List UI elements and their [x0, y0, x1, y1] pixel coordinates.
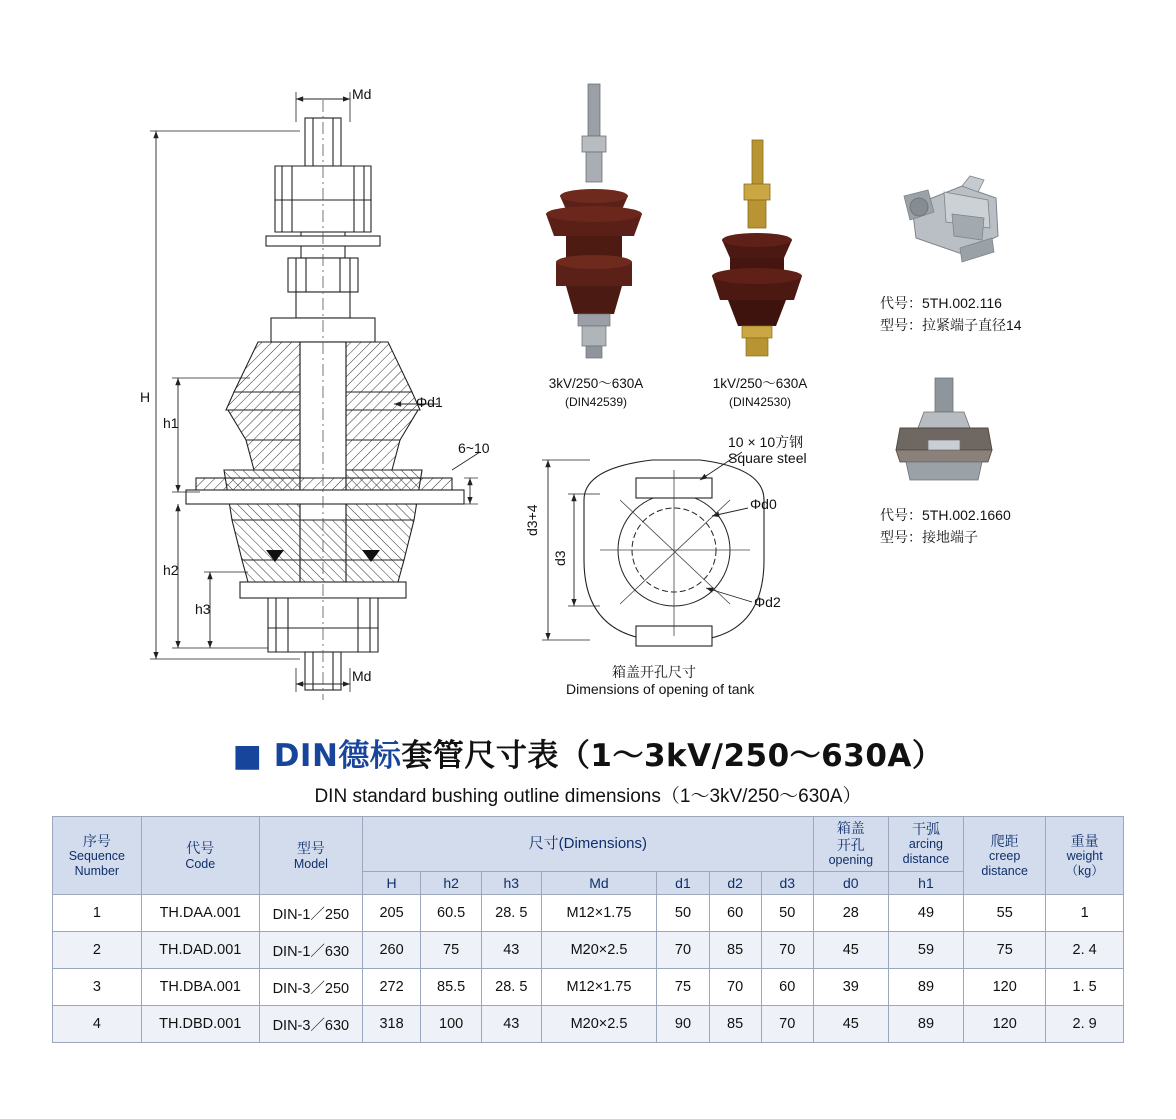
caption-bushing-1kv	[672, 374, 848, 411]
label-H: H	[140, 389, 151, 405]
cell-d1: 90	[657, 1006, 709, 1043]
label-tank-cn: 箱盖开孔尺寸	[612, 664, 696, 680]
th-md: Md	[541, 871, 657, 895]
th-weight-en1: weight	[1066, 849, 1103, 864]
caption-bushing-3kv	[508, 374, 684, 411]
th-arcing-en1: arcing	[908, 837, 943, 852]
th-H: H	[362, 871, 420, 895]
th-sequence	[53, 817, 142, 895]
tension-terminal-code-label: 代号：	[880, 295, 922, 311]
th-arcing-group	[888, 817, 963, 872]
cell-seq: 1	[53, 895, 142, 932]
label-gap: 6~10	[458, 440, 490, 456]
cell-md: M20×2.5	[541, 1006, 657, 1043]
cell-d0: 28	[813, 895, 888, 932]
th-creep	[964, 817, 1046, 895]
cell-code: TH.DBD.001	[141, 1006, 259, 1043]
cell-md: M12×1.75	[541, 969, 657, 1006]
label-square-steel-cn: 10 × 10方钢	[728, 434, 804, 450]
tension-terminal-code-value: 5TH.002.116	[922, 295, 1002, 311]
photo-bushing-3kv	[546, 84, 642, 358]
label-h3: h3	[195, 601, 211, 617]
photo-earth-terminal	[896, 378, 992, 480]
label-md-top: Md	[352, 86, 372, 102]
cell-model: DIN-3／630	[259, 1006, 362, 1043]
cell-creep: 75	[964, 932, 1046, 969]
label-h1: h1	[163, 415, 179, 431]
table-row	[53, 969, 1124, 1006]
note-earth-terminal	[880, 504, 1011, 549]
title-cn-blue: DIN德标	[273, 738, 402, 774]
cell-seq: 2	[53, 932, 142, 969]
label-phi-d2: Φd2	[754, 594, 781, 610]
table-head	[53, 817, 1124, 895]
cell-weight: 2. 4	[1046, 932, 1124, 969]
th-model	[259, 817, 362, 895]
th-sequence-en2: Number	[74, 863, 120, 878]
cell-h2: 100	[421, 1006, 482, 1043]
th-code-en: Code	[185, 856, 216, 871]
cell-seq: 3	[53, 969, 142, 1006]
th-opening-cn1: 箱盖	[836, 820, 865, 836]
th-opening-en: opening	[828, 853, 874, 868]
label-phi-d0: Φd0	[750, 496, 777, 512]
earth-terminal-model-label: 型号：	[880, 529, 922, 546]
tension-terminal-model-value: 拉紧端子直径14	[922, 317, 1022, 334]
cell-weight: 1	[1046, 895, 1124, 932]
cell-code: TH.DAA.001	[141, 895, 259, 932]
th-h1: h1	[888, 871, 963, 895]
earth-terminal-model-value: 接地端子	[922, 529, 978, 546]
cell-code: TH.DBA.001	[141, 969, 259, 1006]
tension-terminal-model-label: 型号：	[880, 317, 922, 334]
title-cn-black: 套管尺寸表（1～3kV/250～630A）	[401, 738, 944, 774]
th-arcing-cn: 干弧	[911, 820, 940, 837]
cell-md: M12×1.75	[541, 895, 657, 932]
table-row	[53, 895, 1124, 932]
title-bullet-icon: ■	[232, 738, 263, 774]
cell-d3: 60	[761, 969, 813, 1006]
th-d2: d2	[709, 871, 761, 895]
cell-d2: 60	[709, 895, 761, 932]
th-opening-cn2: 开孔	[836, 836, 865, 853]
cell-H: 272	[362, 969, 420, 1006]
th-weight-cn: 重量	[1070, 832, 1099, 849]
dimensions-table	[52, 816, 1124, 1043]
th-sequence-en1: Sequence	[68, 849, 125, 864]
cell-h1: 59	[888, 932, 963, 969]
cell-code: TH.DAD.001	[141, 932, 259, 969]
photo-bushing-1kv	[712, 140, 802, 356]
cell-md: M20×2.5	[541, 932, 657, 969]
table-header-row-1	[53, 817, 1124, 872]
label-square-steel-en: Square steel	[728, 450, 807, 466]
table-body	[53, 895, 1124, 1043]
cell-d3: 70	[761, 1006, 813, 1043]
photo-tension-terminal	[904, 176, 998, 262]
label-d3-plus-4: d3+4	[524, 504, 540, 536]
label-d3: d3	[552, 550, 568, 566]
cell-d3: 50	[761, 895, 813, 932]
cell-h3: 43	[481, 932, 541, 969]
th-weight	[1046, 817, 1124, 895]
cell-creep: 120	[964, 1006, 1046, 1043]
cell-seq: 4	[53, 1006, 142, 1043]
cell-d0: 45	[813, 932, 888, 969]
page-title-en: DIN standard bushing outline dimensions（1～3kV/250～630A）	[314, 786, 862, 807]
cell-h2: 60.5	[421, 895, 482, 932]
th-dimensions-group: 尺寸(Dimensions)	[362, 817, 813, 872]
cell-h3: 28. 5	[481, 895, 541, 932]
cell-d0: 39	[813, 969, 888, 1006]
earth-terminal-code-line	[880, 504, 1011, 526]
tension-terminal-code-line	[880, 292, 1022, 314]
cell-d2: 85	[709, 932, 761, 969]
earth-terminal-code-label: 代号：	[880, 507, 922, 523]
cell-model: DIN-1／630	[259, 932, 362, 969]
th-model-en: Model	[293, 856, 328, 871]
th-sequence-cn: 序号	[82, 832, 111, 849]
cell-model: DIN-3／250	[259, 969, 362, 1006]
th-code	[141, 817, 259, 895]
table-row	[53, 1006, 1124, 1043]
th-d1: d1	[657, 871, 709, 895]
cell-creep: 120	[964, 969, 1046, 1006]
th-d0: d0	[813, 871, 888, 895]
caption-1kv-main: 1kV/250～630A	[712, 376, 808, 391]
cell-h1: 49	[888, 895, 963, 932]
tension-terminal-model-line	[880, 314, 1022, 336]
earth-terminal-model-line	[880, 526, 1011, 548]
cell-h1: 89	[888, 1006, 963, 1043]
cell-weight: 2. 9	[1046, 1006, 1124, 1043]
th-d3: d3	[761, 871, 813, 895]
cell-H: 260	[362, 932, 420, 969]
cell-creep: 55	[964, 895, 1046, 932]
table-row	[53, 932, 1124, 969]
caption-1kv-sub: (DIN42530)	[728, 394, 792, 409]
caption-3kv-main: 3kV/250～630A	[548, 376, 644, 391]
earth-terminal-code-value: 5TH.002.1660	[922, 507, 1011, 523]
cell-H: 205	[362, 895, 420, 932]
cell-d2: 85	[709, 1006, 761, 1043]
cell-d1: 50	[657, 895, 709, 932]
cell-H: 318	[362, 1006, 420, 1043]
label-tank-en: Dimensions of opening of tank	[566, 681, 755, 697]
cell-d2: 70	[709, 969, 761, 1006]
cell-d1: 70	[657, 932, 709, 969]
cell-d0: 45	[813, 1006, 888, 1043]
th-opening-group	[813, 817, 888, 872]
th-h2: h2	[421, 871, 482, 895]
th-creep-cn: 爬距	[990, 832, 1019, 849]
cell-d1: 75	[657, 969, 709, 1006]
cell-h2: 85.5	[421, 969, 482, 1006]
label-md-bottom: Md	[352, 668, 372, 684]
th-weight-en2: （kg）	[1065, 863, 1104, 878]
section-title	[0, 730, 1176, 808]
th-h3: h3	[481, 871, 541, 895]
th-creep-en2: distance	[981, 863, 1028, 878]
cell-d3: 70	[761, 932, 813, 969]
page-title-cn	[0, 730, 1176, 775]
cell-weight: 1. 5	[1046, 969, 1124, 1006]
cell-h3: 28. 5	[481, 969, 541, 1006]
th-code-cn: 代号	[186, 840, 215, 857]
label-h2: h2	[163, 562, 179, 578]
cell-model: DIN-1／250	[259, 895, 362, 932]
cell-h2: 75	[421, 932, 482, 969]
th-creep-en1: creep	[989, 849, 1021, 864]
th-arcing-en2: distance	[902, 852, 950, 867]
cell-h3: 43	[481, 1006, 541, 1043]
caption-3kv-sub: (DIN42539)	[564, 394, 628, 409]
note-tension-terminal	[880, 292, 1022, 337]
label-phi-d1: Φd1	[416, 394, 443, 410]
cell-h1: 89	[888, 969, 963, 1006]
th-model-cn: 型号	[296, 840, 325, 857]
